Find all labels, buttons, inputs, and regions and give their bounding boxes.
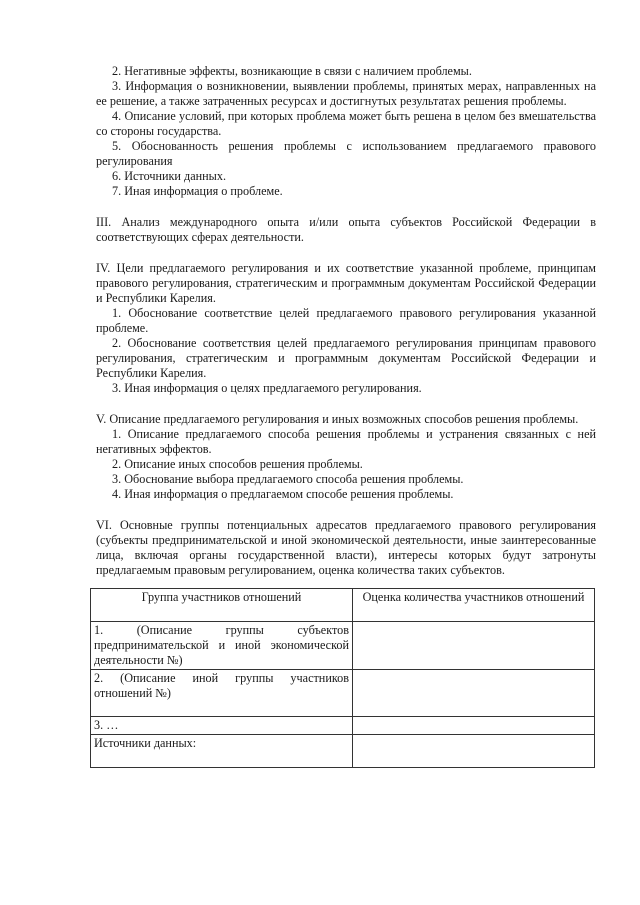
- section4-item-2: 2. Обоснование соответствия целей предлагаемого регулирования принципам правового регулирования, стратегическим и программным документам Российской Федерации и Республики Карелия.: [96, 336, 596, 380]
- section4-item-1: 1. Обоснование соответствие целей предлагаемого правового регулирования указанной проблеме.: [96, 306, 596, 335]
- table-cell-estimate: [353, 670, 595, 717]
- table-cell-group: 1. (Описание группы субъектов предпринимательской и иной экономической деятельности №): [91, 622, 353, 670]
- section5-heading: V. Описание предлагаемого регулирования и иных возможных способов решения проблемы.: [96, 412, 579, 426]
- table-header-estimate: Оценка количества участников отношений: [353, 589, 595, 622]
- section5-item-1: 1. Описание предлагаемого способа решения проблемы и устранения связанных с ней негативных эффектов.: [96, 427, 596, 456]
- table-row: [91, 670, 595, 717]
- section5-item-2: 2. Описание иных способов решения проблемы.: [112, 457, 363, 471]
- section4-item-3: 3. Иная информация о целях предлагаемого регулирования.: [112, 381, 422, 395]
- table-cell-group: 2. (Описание иной группы участников отношений №): [91, 670, 353, 717]
- table-cell-estimate: [353, 622, 595, 670]
- section2-item-6: 6. Источники данных.: [112, 169, 226, 183]
- section2-item-7: 7. Иная информация о проблеме.: [112, 184, 283, 198]
- table-header-row: [91, 589, 595, 622]
- section2-item-2: 2. Негативные эффекты, возникающие в связи с наличием проблемы.: [112, 64, 472, 78]
- table-cell-estimate: [353, 717, 595, 735]
- section2-item-5: 5. Обоснованность решения проблемы с использованием предлагаемого правового регулирования: [96, 139, 596, 168]
- section6-heading: VI. Основные группы потенциальных адресатов предлагаемого правового регулирования (субъекты предпринимательской и иной экономической деятельности, иные заинтересованные лица, включая органы государственной власти), интересы которых будут затронуты предлагаемым правовым регулированием, оценка количества таких субъектов.: [96, 518, 596, 577]
- table-cell-sources: Источники данных:: [91, 735, 353, 768]
- table-row: [91, 622, 595, 670]
- section5-item-3: 3. Обоснование выбора предлагаемого способа решения проблемы.: [112, 472, 464, 486]
- table-row: [91, 735, 595, 768]
- section3-heading: III. Анализ международного опыта и/или опыта субъектов Российской Федерации в соответствующих сферах деятельности.: [96, 215, 596, 244]
- table-row: [91, 717, 595, 735]
- section5-item-4: 4. Иная информация о предлагаемом способе решения проблемы.: [112, 487, 454, 501]
- participants-table: [90, 588, 595, 768]
- section2-item-3: 3. Информация о возникновении, выявлении проблемы, принятых мерах, направленных на ее решение, а также затраченных ресурсах и достигнутых результатах решения проблемы.: [96, 79, 596, 108]
- table-header-group: Группа участников отношений: [91, 589, 353, 622]
- document-page: [96, 64, 596, 768]
- table-cell-group: 3. …: [91, 717, 353, 735]
- section2-item-4: 4. Описание условий, при которых проблема может быть решена в целом без вмешательства со стороны государства.: [96, 109, 596, 138]
- table-cell-estimate: [353, 735, 595, 768]
- section4-heading: IV. Цели предлагаемого регулирования и их соответствие указанной проблеме, принципам правового регулирования, стратегическим и программным документам Российской Федерации и Республики Карелия.: [96, 261, 596, 305]
